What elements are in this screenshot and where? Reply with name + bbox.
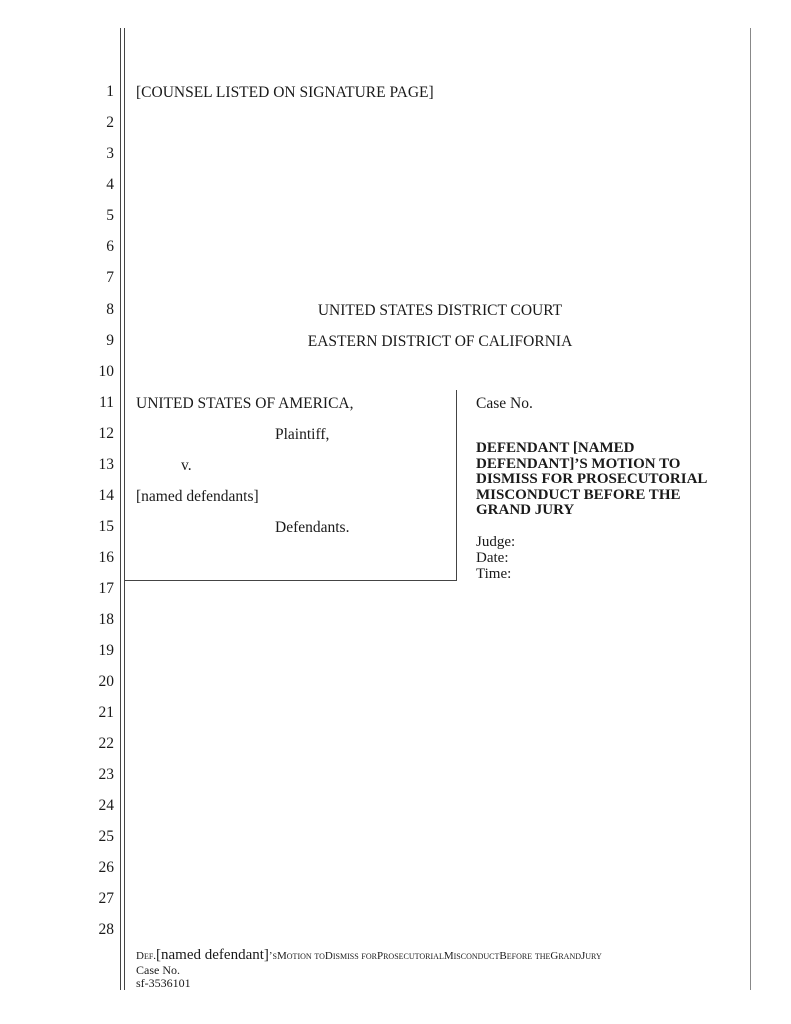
line-number: 4 (106, 176, 114, 193)
line-number: 21 (98, 704, 114, 721)
line-number: 14 (98, 487, 114, 504)
line-number: 12 (98, 425, 114, 442)
footer-title-suffix: ’sMotion toDismiss forProsecutorialMisconductBefore theGrandJury (268, 950, 602, 962)
motion-title: DEFENDANT [NAMED DEFENDANT]’S MOTION TO DISMISS FOR PROSECUTORIAL MISCONDUCT BEFORE THE GRAND JURY (476, 440, 707, 518)
line-number: 5 (106, 207, 114, 224)
footer-document-id: sf-3536101 (136, 976, 191, 990)
line-number: 19 (98, 642, 114, 659)
line-number: 10 (98, 363, 114, 380)
line-number: 9 (106, 332, 114, 349)
defendant-party: [named defendants] (136, 488, 259, 505)
line-number: 23 (98, 766, 114, 783)
plaintiff-party: UNITED STATES OF AMERICA, (136, 395, 354, 412)
line-number: 13 (98, 456, 114, 473)
line-number: 2 (106, 114, 114, 131)
footer-title-name: [named defendant] (156, 947, 269, 963)
caption-box (124, 390, 457, 581)
court-name: UNITED STATES DISTRICT COURT (317, 302, 563, 319)
time-label: Time: (476, 566, 512, 582)
versus: v. (181, 457, 192, 474)
judge-label: Judge: (476, 534, 516, 550)
line-number: 3 (106, 145, 114, 162)
line-number: 25 (98, 828, 114, 845)
line-number: 16 (98, 549, 114, 566)
plaintiff-role: Plaintiff, (275, 426, 330, 443)
line-number: 6 (106, 238, 114, 255)
line-number: 7 (106, 269, 114, 286)
line-number: 17 (98, 580, 114, 597)
page-footer (136, 948, 746, 990)
counsel-note: [COUNSEL LISTED ON SIGNATURE PAGE] (136, 84, 434, 101)
line-number: 27 (98, 890, 114, 907)
defendant-role: Defendants. (275, 519, 350, 536)
case-number-label: Case No. (476, 395, 533, 412)
right-margin-rule (750, 28, 751, 990)
footer-title (136, 948, 746, 964)
line-number: 20 (98, 673, 114, 690)
line-number: 18 (98, 611, 114, 628)
line-number: 8 (106, 301, 114, 318)
line-number: 15 (98, 518, 114, 535)
line-number: 22 (98, 735, 114, 752)
court-district: EASTERN DISTRICT OF CALIFORNIA (307, 333, 573, 350)
footer-case-number: Case No. (136, 963, 180, 977)
hearing-info (476, 534, 515, 582)
left-margin-rule (120, 28, 121, 990)
line-number: 24 (98, 797, 114, 814)
footer-title-prefix: Def. (136, 950, 157, 962)
line-number: 26 (98, 859, 114, 876)
date-label: Date: (476, 550, 509, 566)
line-number: 1 (106, 83, 114, 100)
line-number: 11 (99, 394, 114, 411)
line-number: 28 (98, 921, 114, 938)
